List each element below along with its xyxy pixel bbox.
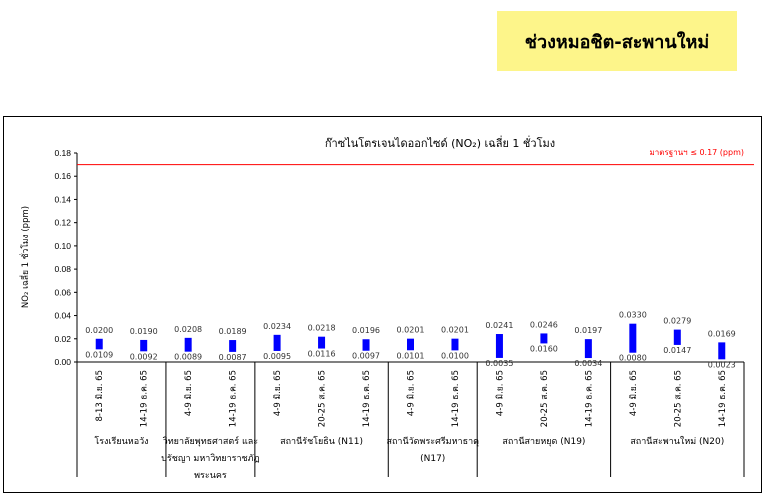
max-value-label: 0.0200 (85, 325, 114, 335)
x-tick-label: 14-19 ธ.ค. 65 (139, 370, 150, 428)
min-value-label: 0.0160 (529, 344, 558, 354)
group-label: โรงเรียนหอวัง (94, 437, 149, 447)
range-bar (585, 339, 592, 358)
max-value-label: 0.0241 (485, 321, 514, 331)
range-bar (629, 324, 636, 353)
max-value-label: 0.0189 (218, 327, 247, 337)
range-bar (185, 338, 192, 352)
range-bar (540, 333, 547, 343)
group-label: สถานีวัดพระศรีมหาธาตุ (386, 437, 479, 447)
x-tick-label: 4-9 มิ.ย. 65 (495, 370, 506, 417)
range-bar (96, 339, 103, 350)
group-label: สถานีรัชโยธิน (N11) (280, 437, 364, 447)
x-tick-label: 4-9 มิ.ย. 65 (628, 370, 639, 417)
min-value-label: 0.0097 (352, 351, 381, 361)
max-value-label: 0.0197 (574, 326, 603, 336)
y-tick-label: 0.10 (54, 240, 71, 251)
x-tick-label: 8-13 มิ.ย. 65 (95, 370, 106, 422)
x-tick-label: 14-19 ธ.ค. 65 (450, 370, 461, 428)
max-value-label: 0.0218 (307, 323, 336, 333)
min-value-label: 0.0116 (307, 349, 336, 359)
max-value-label: 0.0208 (174, 324, 203, 334)
x-tick-label: 14-19 ธ.ค. 65 (228, 370, 239, 428)
min-value-label: 0.0080 (618, 353, 647, 363)
x-tick-label: 20-25 ส.ค. 65 (539, 370, 550, 428)
max-value-label: 0.0201 (440, 325, 469, 335)
range-bar (451, 339, 458, 351)
range-bar (718, 342, 725, 359)
y-tick-label: 0.14 (54, 194, 71, 205)
group-label: ปรัชญา มหาวิทยาราชภัฏ (161, 454, 260, 464)
max-value-label: 0.0330 (618, 310, 647, 320)
x-tick-label: 4-9 มิ.ย. 65 (184, 370, 195, 417)
max-value-label: 0.0169 (707, 329, 736, 339)
max-value-label: 0.0196 (352, 326, 381, 336)
y-tick-label: 0.12 (54, 217, 71, 228)
min-value-label: 0.0089 (174, 352, 203, 362)
y-tick-label: 0.00 (54, 357, 71, 367)
x-tick-label: 20-25 ส.ค. 65 (317, 370, 328, 428)
min-value-label: 0.0023 (707, 360, 736, 370)
no2-chart (4, 117, 763, 494)
min-value-label: 0.0034 (574, 359, 603, 369)
y-tick-label: 0.08 (54, 264, 71, 275)
y-axis-label: NO₂ เฉลี่ย 1 ชั่วโมง (ppm) (21, 205, 31, 309)
max-value-label: 0.0234 (263, 321, 292, 331)
y-tick-label: 0.18 (54, 148, 71, 158)
group-label: พระนคร (194, 471, 227, 481)
chart-title: ก๊าซไนโตรเจนไดออกไซด์ (NO₂) เฉลี่ย 1 ชั่วโมง (324, 137, 556, 150)
range-bar (496, 334, 503, 358)
max-value-label: 0.0190 (129, 326, 158, 336)
min-value-label: 0.0100 (440, 351, 469, 361)
range-bar (274, 335, 281, 351)
plot-area (54, 148, 754, 481)
x-tick-label: 14-19 ธ.ค. 65 (362, 370, 373, 428)
chart-heading-box (497, 11, 737, 71)
range-bar (318, 337, 325, 349)
min-value-label: 0.0095 (263, 351, 292, 361)
min-value-label: 0.0092 (129, 352, 158, 362)
x-tick-label: 14-19 ธ.ค. 65 (717, 370, 728, 428)
chart-frame (3, 116, 762, 493)
group-label: สถานีสายหยุด (N19) (502, 437, 586, 447)
min-value-label: 0.0109 (85, 350, 114, 360)
min-value-label: 0.0147 (663, 345, 692, 355)
group-label: วิทยาลัยพุทธศาสตร์ และ (162, 437, 259, 447)
x-tick-label: 14-19 ธ.ค. 65 (584, 370, 595, 428)
y-tick-label: 0.04 (54, 310, 71, 321)
range-bar (363, 339, 370, 350)
x-tick-label: 20-25 ส.ค. 65 (673, 370, 684, 428)
min-value-label: 0.0087 (218, 352, 247, 362)
range-bar (140, 340, 147, 351)
y-tick-label: 0.02 (54, 333, 71, 344)
x-tick-label: 4-9 มิ.ย. 65 (273, 370, 284, 417)
group-label: สถานีสะพานใหม่ (N20) (630, 437, 725, 447)
max-value-label: 0.0201 (396, 325, 425, 335)
min-value-label: 0.0035 (485, 358, 514, 368)
range-bar (674, 330, 681, 345)
range-bar (407, 339, 414, 351)
max-value-label: 0.0246 (529, 320, 558, 330)
max-value-label: 0.0279 (663, 316, 692, 326)
min-value-label: 0.0101 (396, 351, 425, 361)
chart-heading: ช่วงหมอชิต-สะพานใหม่ (524, 31, 710, 53)
y-tick-label: 0.06 (54, 287, 71, 298)
x-tick-label: 4-9 มิ.ย. 65 (406, 370, 417, 417)
range-bar (229, 340, 236, 352)
standard-label: มาตรฐานฯ ≤ 0.17 (ppm) (649, 148, 744, 157)
y-tick-label: 0.16 (54, 171, 71, 182)
group-label: (N17) (420, 454, 446, 464)
